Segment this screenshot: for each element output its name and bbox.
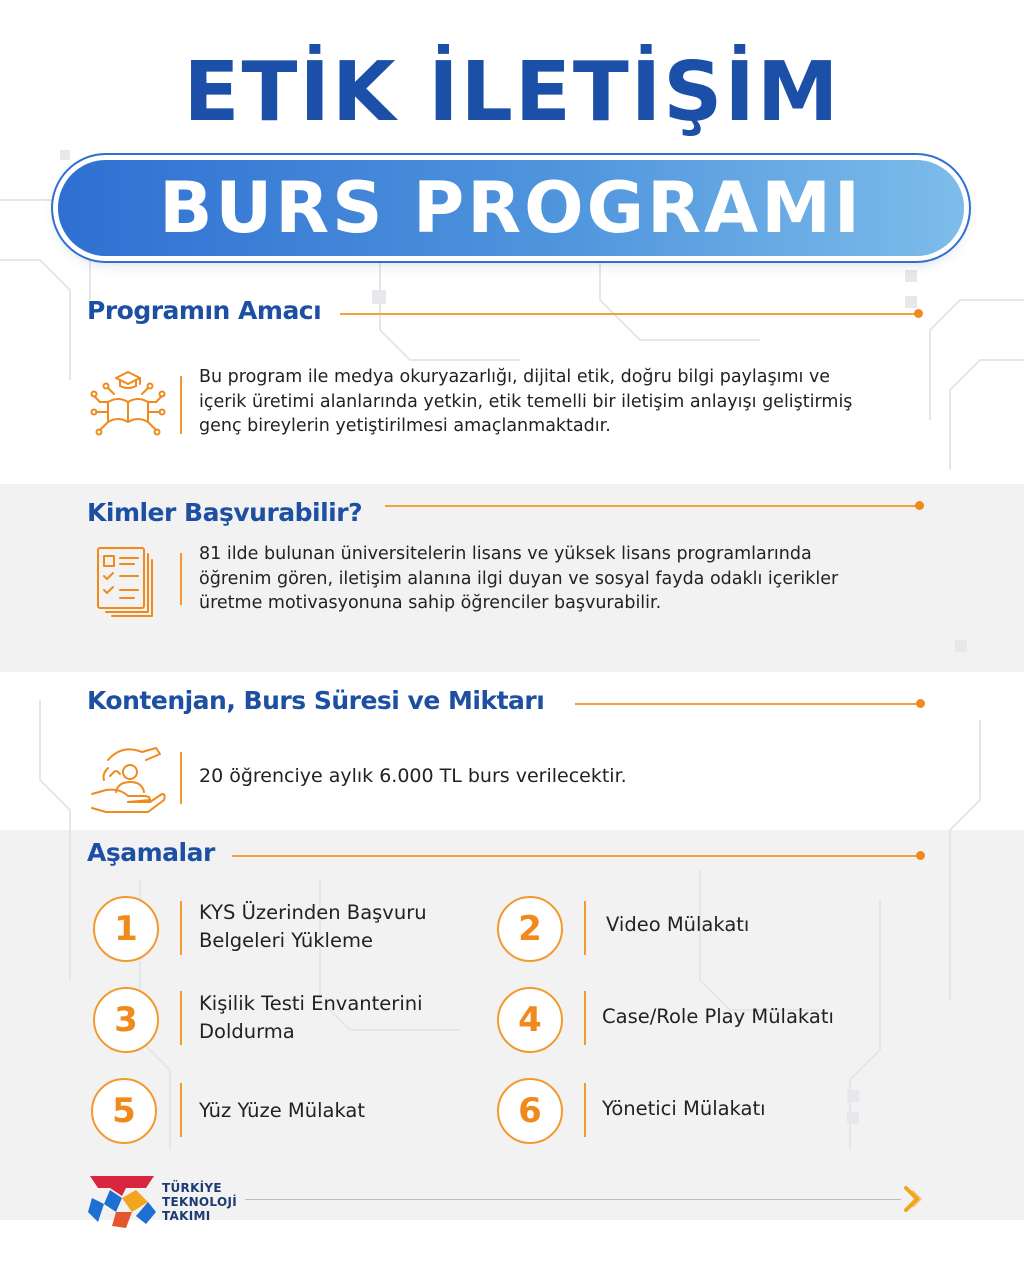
section-body-program-purpose bbox=[199, 365, 852, 439]
heading-divider bbox=[340, 313, 916, 315]
section-heading-who-can-apply: Kimler Başvurabilir? bbox=[87, 498, 363, 527]
title-banner bbox=[58, 160, 964, 256]
section-heading-quota-amount: Kontenjan, Burs Süresi ve Miktarı bbox=[87, 686, 545, 715]
application-form-icon bbox=[90, 540, 170, 620]
step-accent-bar bbox=[180, 991, 182, 1045]
step-accent-bar bbox=[584, 1083, 586, 1137]
heading-dot bbox=[915, 501, 924, 510]
step-label-line: Video Mülakatı bbox=[606, 913, 750, 936]
step-label-4 bbox=[602, 1003, 882, 1031]
body-line: üretme motivasyonuna sahip öğrenciler başvurabilir. bbox=[199, 593, 662, 613]
step-number-6: 6 bbox=[497, 1078, 563, 1144]
hands-care-person-icon bbox=[88, 738, 168, 818]
step-accent-bar bbox=[180, 901, 182, 955]
section-heading-program-purpose: Programın Amacı bbox=[87, 296, 322, 325]
logo-line: TÜRKİYE bbox=[162, 1181, 222, 1195]
heading-divider bbox=[385, 505, 917, 507]
section-heading-stages: Aşamalar bbox=[87, 838, 215, 867]
logo-text bbox=[162, 1181, 237, 1223]
step-label-line: Doldurma bbox=[199, 1020, 295, 1043]
step-label-line: Belgeleri Yükleme bbox=[199, 929, 373, 952]
step-number-1: 1 bbox=[93, 896, 159, 962]
step-label-3 bbox=[199, 990, 479, 1046]
body-line: genç bireylerin yetiştirilmesi amaçlanmaktadır. bbox=[199, 416, 611, 436]
text-accent-bar bbox=[180, 376, 182, 434]
heading-divider bbox=[575, 703, 918, 705]
body-line: Bu program ile medya okuryazarlığı, dijital etik, doğru bilgi paylaşımı ve bbox=[199, 367, 831, 387]
page-subtitle: BURS PROGRAMI bbox=[159, 167, 863, 249]
logo-line: TEKNOLOJİ bbox=[162, 1195, 237, 1209]
body-line: öğrenim gören, iletişim alanına ilgi duyan ve sosyal fayda odaklı içerikler bbox=[199, 568, 839, 589]
step-number-3: 3 bbox=[93, 987, 159, 1053]
step-number-4: 4 bbox=[497, 987, 563, 1053]
turkiye-teknoloji-takimi-logo-icon bbox=[86, 1168, 158, 1230]
section-body-who-can-apply bbox=[199, 542, 838, 616]
heading-dot bbox=[916, 699, 925, 708]
step-label-line: KYS Üzerinden Başvuru bbox=[199, 901, 427, 924]
step-accent-bar bbox=[584, 991, 586, 1045]
page-title: ETİK İLETİŞİM bbox=[183, 45, 841, 140]
step-label-1 bbox=[199, 899, 479, 955]
step-label-line: Yüz Yüze Mülakat bbox=[199, 1099, 366, 1122]
step-label-5 bbox=[199, 1097, 479, 1125]
text-accent-bar bbox=[180, 553, 182, 605]
step-label-line: Case/Role Play Mülakatı bbox=[602, 1005, 834, 1028]
heading-dot bbox=[914, 309, 923, 318]
step-number-2: 2 bbox=[497, 896, 563, 962]
graduation-book-network-icon bbox=[88, 364, 168, 444]
body-line: 20 öğrenciye aylık 6.000 TL burs verilecektir. bbox=[199, 765, 627, 787]
body-line: 81 ilde bulunan üniversitelerin lisans ve yüksek lisans programlarında bbox=[199, 544, 812, 564]
footer-divider bbox=[245, 1199, 901, 1200]
step-number-5: 5 bbox=[91, 1078, 157, 1144]
heading-dot bbox=[916, 851, 925, 860]
step-label-6 bbox=[602, 1095, 882, 1123]
step-accent-bar bbox=[180, 1083, 182, 1137]
chevron-right-icon bbox=[903, 1186, 927, 1212]
logo-line: TAKIMI bbox=[162, 1209, 211, 1223]
step-accent-bar bbox=[584, 901, 586, 955]
body-line: içerik üretimi alanlarında yetkin, etik temelli bir iletişim anlayışı geliştirmiş bbox=[199, 391, 853, 412]
section-body-quota-amount bbox=[199, 764, 627, 789]
step-label-line: Kişilik Testi Envanterini bbox=[199, 992, 423, 1015]
heading-divider bbox=[232, 855, 918, 857]
step-label-line: Yönetici Mülakatı bbox=[602, 1097, 766, 1120]
text-accent-bar bbox=[180, 752, 182, 804]
step-label-2 bbox=[606, 911, 886, 939]
